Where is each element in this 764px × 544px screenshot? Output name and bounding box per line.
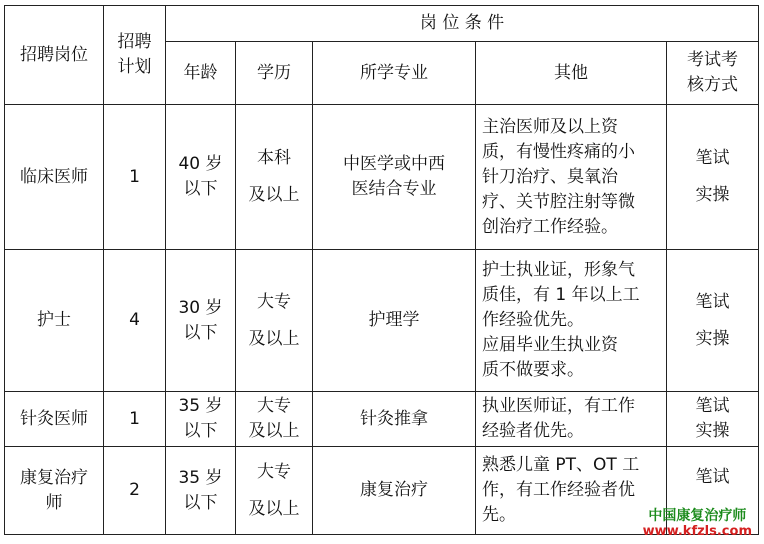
header-plan: 招聘 计划 bbox=[104, 6, 166, 105]
cell-exam: 笔试 实操 bbox=[667, 392, 759, 447]
cell-major: 中医学或中西 医结合专业 bbox=[313, 105, 476, 250]
cell-major: 康复治疗 bbox=[313, 447, 476, 535]
cell-other: 主治医师及以上资 质，有慢性疼痛的小 针刀治疗、臭氧治 疗、关节腔注射等微 创治疗工作经验。 bbox=[476, 105, 667, 250]
cell-position: 康复治疗 师 bbox=[5, 447, 104, 535]
site-watermark bbox=[643, 508, 752, 540]
header-conditions: 岗 位 条 件 bbox=[166, 6, 759, 42]
cell-plan: 1 bbox=[104, 392, 166, 447]
table-row bbox=[5, 392, 759, 447]
recruitment-table bbox=[4, 5, 759, 535]
header-education: 学历 bbox=[236, 42, 313, 105]
header-age: 年龄 bbox=[166, 42, 236, 105]
cell-exam: 笔试 bbox=[667, 447, 759, 535]
cell-age: 40 岁 以下 bbox=[166, 105, 236, 250]
cell-plan: 1 bbox=[104, 105, 166, 250]
watermark-url: www.kfzls.com bbox=[642, 524, 752, 539]
header-other: 其他 bbox=[476, 42, 667, 105]
cell-plan: 2 bbox=[104, 447, 166, 535]
header-major: 所学专业 bbox=[313, 42, 476, 105]
header-exam: 考试考 核方式 bbox=[667, 42, 759, 105]
table-row bbox=[5, 105, 759, 250]
table-row bbox=[5, 250, 759, 392]
cell-position: 临床医师 bbox=[5, 105, 104, 250]
header-position: 招聘岗位 bbox=[5, 6, 104, 105]
cell-age: 35 岁 以下 bbox=[166, 447, 236, 535]
cell-other: 护士执业证，形象气 质佳，有 1 年以上工 作经验优先。 应届毕业生执业资 质不做要求。 bbox=[476, 250, 667, 392]
cell-exam: 笔试 实操 bbox=[667, 105, 759, 250]
cell-major: 护理学 bbox=[313, 250, 476, 392]
cell-education: 大专 及以上 bbox=[236, 392, 313, 447]
watermark-site-name: 中国康复治疗师 bbox=[648, 508, 747, 524]
cell-education: 大专 及以上 bbox=[236, 250, 313, 392]
cell-position: 针灸医师 bbox=[5, 392, 104, 447]
cell-exam: 笔试 实操 bbox=[667, 250, 759, 392]
cell-major: 针灸推拿 bbox=[313, 392, 476, 447]
cell-age: 30 岁 以下 bbox=[166, 250, 236, 392]
cell-other: 熟悉儿童 PT、OT 工 作，有工作经验者优 先。 bbox=[476, 447, 667, 535]
cell-age: 35 岁 以下 bbox=[166, 392, 236, 447]
cell-other: 执业医师证，有工作 经验者优先。 bbox=[476, 392, 667, 447]
cell-education: 大专 及以上 bbox=[236, 447, 313, 535]
cell-plan: 4 bbox=[104, 250, 166, 392]
cell-education: 本科 及以上 bbox=[236, 105, 313, 250]
cell-position: 护士 bbox=[5, 250, 104, 392]
